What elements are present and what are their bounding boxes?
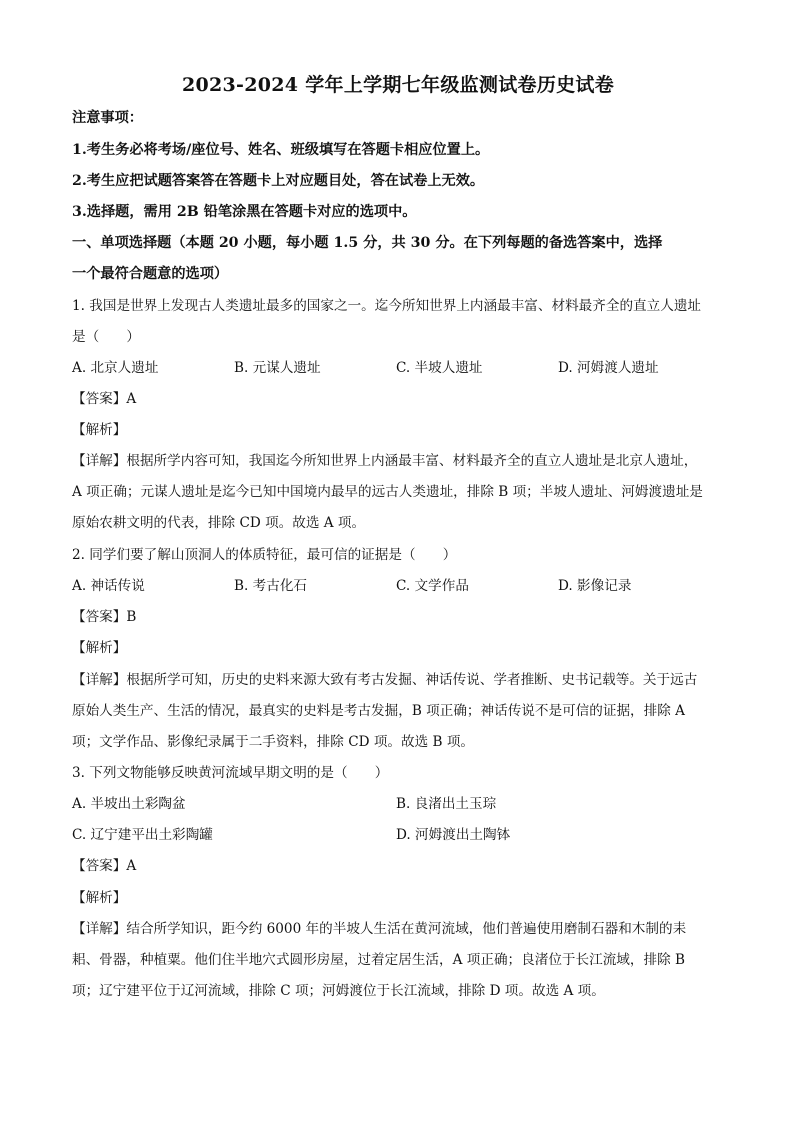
section-heading-line2: 一个最符合题意的选项） (72, 266, 229, 282)
question-2-option-c: C. 文学作品 (396, 578, 469, 594)
question-3-option-d: D. 河姆渡出土陶钵 (396, 827, 511, 843)
question-2-answer: 【答案】B (72, 609, 137, 625)
question-2-stem: 2. 同学们要了解山顶洞人的体质特征，最可信的证据是（ ） (72, 547, 457, 563)
question-1-stem-cont: 是（ ） (72, 329, 140, 345)
question-2-analysis: 【解析】 (72, 640, 127, 656)
question-1-option-a: A. 北京人遗址 (72, 360, 159, 376)
question-2-option-a: A. 神话传说 (72, 578, 145, 594)
notice-item-3: 3.选择题，需用 2B 铅笔涂黑在答题卡对应的选项中。 (72, 204, 417, 220)
question-3-stem: 3. 下列文物能够反映黄河流域早期文明的是（ ） (72, 765, 389, 781)
question-1-option-d: D. 河姆渡人遗址 (558, 360, 659, 376)
question-1-option-b: B. 元谋人遗址 (234, 360, 321, 376)
question-2-detail-3: 项；文学作品、影像纪录属于二手资料，排除 CD 项。故选 B 项。 (72, 734, 475, 750)
question-1-stem: 1. 我国是世界上发现古人类遗址最多的国家之一。迄今所知世界上内涵最丰富、材料最齐全的直立人遗址 (72, 298, 702, 314)
question-1-detail-1: 【详解】根据所学内容可知，我国迄今所知世界上内涵最丰富、材料最齐全的直立人遗址是北京人遗址， (72, 453, 698, 469)
notice-heading: 注意事项： (72, 110, 143, 126)
question-3-option-c: C. 辽宁建平出土彩陶罐 (72, 827, 213, 843)
question-1-option-c: C. 半坡人遗址 (396, 360, 483, 376)
question-2-option-b: B. 考古化石 (234, 578, 308, 594)
question-3-detail-1: 【详解】结合所学知识，距今约 6000 年的半坡人生活在黄河流域，他们普遍使用磨制石器和木制的耒 (72, 921, 687, 937)
notice-item-1: 1.考生务必将考场/座位号、姓名、班级填写在答题卡相应位置上。 (72, 142, 490, 158)
question-3-answer: 【答案】A (72, 858, 137, 874)
question-1-detail-2: A 项正确；元谋人遗址是迄今已知中国境内最早的远古人类遗址，排除 B 项；半坡人遗址、河姆渡遗址是 (72, 484, 703, 500)
question-3-detail-2: 耜、骨器，种植粟。他们住半地穴式圆形房屋，过着定居生活，A 项正确；良渚位于长江流域，排除 B (72, 952, 685, 968)
question-3-option-b: B. 良渚出土玉琮 (396, 796, 497, 812)
question-2-detail-2: 原始人类生产、生活的情况，最真实的史料是考古发掘，B 项正确；神话传说不是可信的证据，排除 A (72, 703, 685, 719)
question-1-detail-3: 原始农耕文明的代表，排除 CD 项。故选 A 项。 (72, 515, 366, 531)
question-3-option-a: A. 半坡出土彩陶盆 (72, 796, 186, 812)
question-1-answer: 【答案】A (72, 391, 137, 407)
question-3-analysis: 【解析】 (72, 890, 127, 906)
section-heading-line1: 一、单项选择题（本题 20 小题，每小题 1.5 分，共 30 分。在下列每题的备选答案中，选择 (72, 235, 663, 251)
question-3-detail-3: 项；辽宁建平位于辽河流域，排除 C 项；河姆渡位于长江流域，排除 D 项。故选 A 项。 (72, 983, 605, 999)
question-1-analysis: 【解析】 (72, 422, 127, 438)
question-2-option-d: D. 影像记录 (558, 578, 632, 594)
notice-item-2: 2.考生应把试题答案答在答题卡上对应题目处，答在试卷上无效。 (72, 173, 485, 189)
question-2-detail-1: 【详解】根据所学可知，历史的史料来源大致有考古发掘、神话传说、学者推断、史书记载等。关于远古 (72, 672, 698, 688)
page-title: 2023-2024 学年上学期七年级监测试卷历史试卷 (181, 74, 615, 96)
